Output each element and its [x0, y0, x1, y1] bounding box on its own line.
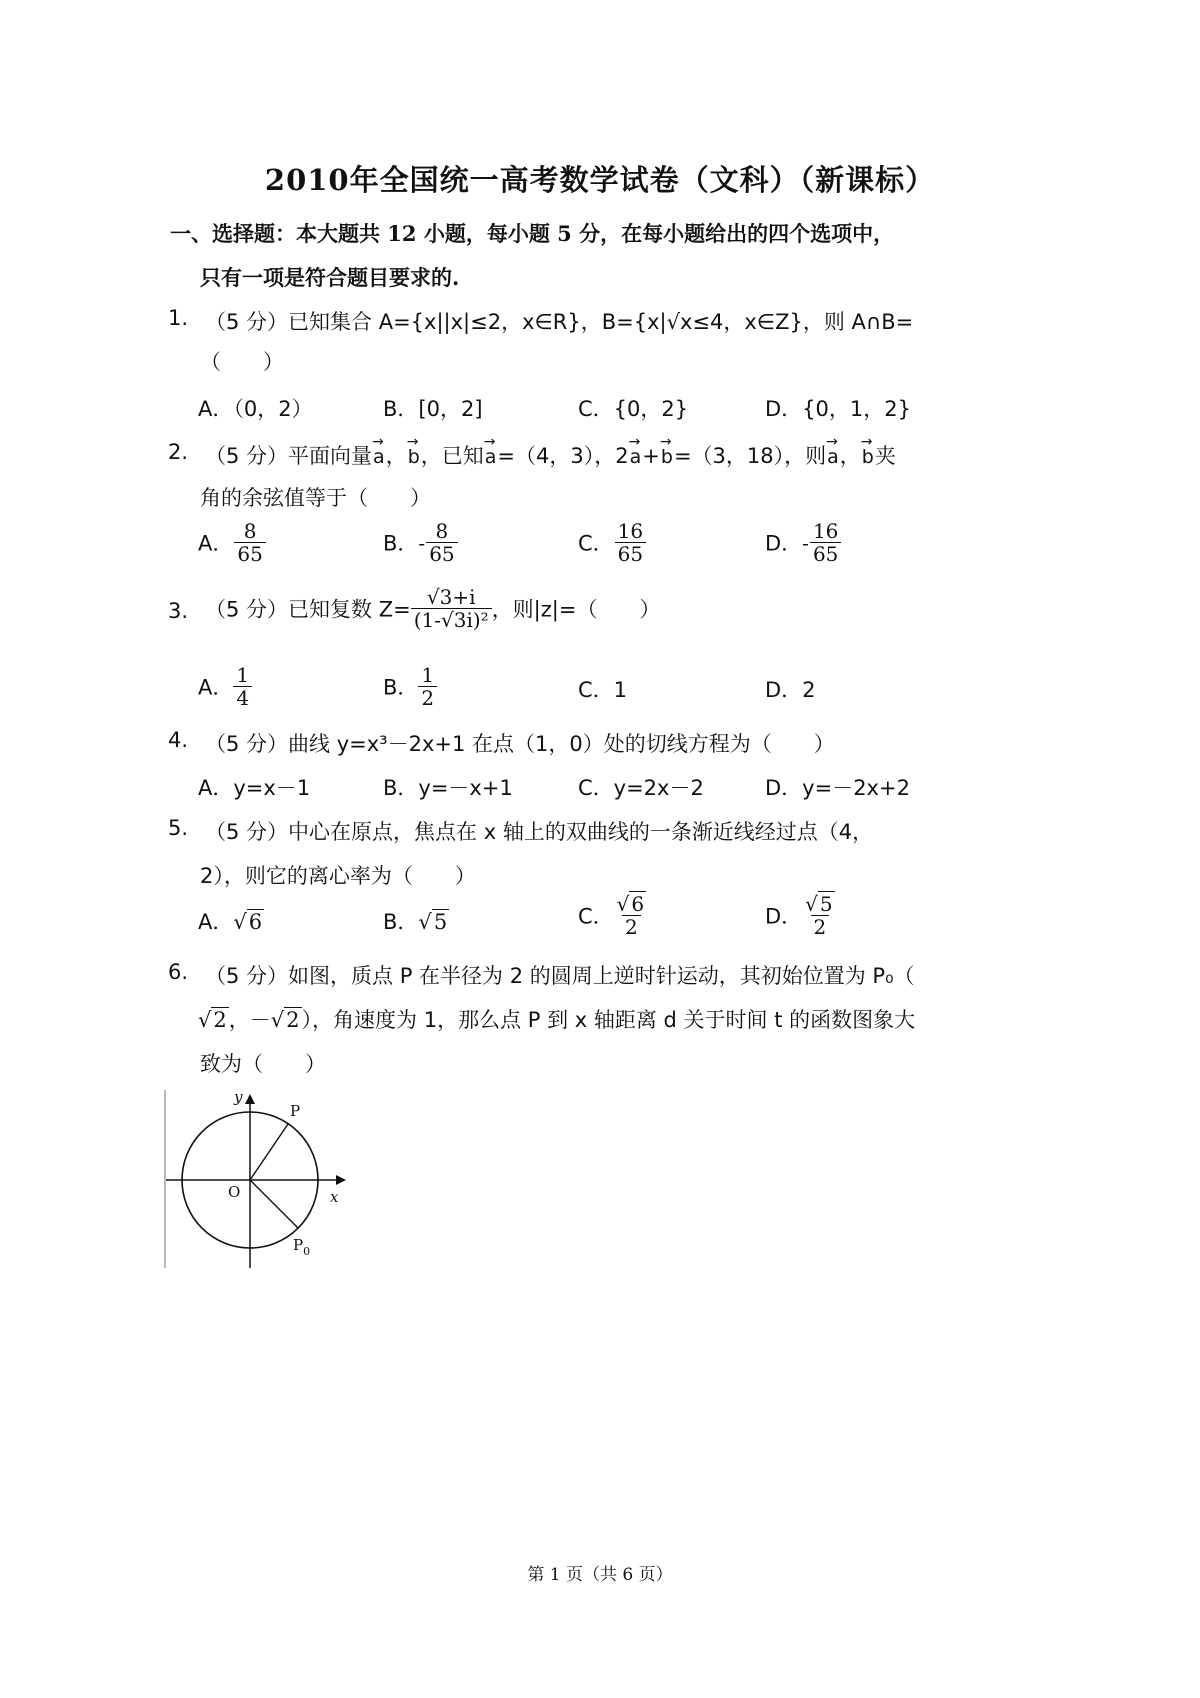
question-number: 4. — [168, 728, 189, 752]
y-axis-arrow-icon — [245, 1094, 255, 1104]
vector-b: → b — [861, 446, 875, 468]
fraction: $\frac{8}{65}$ — [426, 520, 457, 565]
question-text: （5 分）曲线 y=x³－2x+1 在点（1，0）处的切线方程为（ ） — [205, 732, 835, 756]
option-c: C．{0，2} — [578, 397, 689, 421]
x-axis-arrow-icon — [336, 1175, 346, 1185]
page-footer: 第 1 页（共 6 页） — [527, 1565, 673, 1585]
vector-a: → a — [826, 446, 840, 468]
vector-a: → a — [372, 446, 386, 468]
square-root: √5 — [418, 910, 448, 934]
origin-label: O — [228, 1183, 241, 1201]
option-d: D． $\frac{√ 5}{2}$ — [765, 893, 838, 938]
circle-diagram — [160, 1088, 360, 1270]
radius-op — [250, 1124, 288, 1180]
fraction: $\frac{1}{2}$ — [418, 664, 437, 709]
option-c: C． $\frac{√ 6}{2}$ — [578, 893, 649, 938]
question-number: 5. — [168, 816, 189, 840]
option-b: B．- $\frac{8}{65}$ — [383, 520, 458, 565]
point-p-label: P — [290, 1102, 301, 1120]
option-a: A． $\frac{8}{65}$ — [198, 520, 266, 565]
point-p0-label: $P_0$ — [293, 1236, 311, 1258]
question-number: 1. — [168, 306, 189, 330]
option-a: A．y=x－1 — [198, 776, 311, 800]
option-d: D．{0，1，2} — [765, 397, 911, 421]
option-c: C． $\frac{16}{65}$ — [578, 520, 646, 565]
fraction: $\frac{1}{4}$ — [233, 664, 252, 709]
question-text: （5 分）如图，质点 P 在半径为 2 的圆周上逆时针运动，其初始位置为 P₀（ — [205, 964, 915, 988]
question-number: 2. — [168, 440, 189, 464]
x-axis-label: x — [330, 1188, 339, 1206]
fraction: $\frac{8}{65}$ — [234, 520, 265, 565]
question-text: 角的余弦值等于（ ） — [200, 486, 431, 510]
question-text: （ ） — [200, 350, 284, 374]
option-b: B．√5 — [383, 910, 448, 934]
option-b: B． $\frac{1}{2}$ — [383, 664, 437, 709]
question-text: 致为（ ） — [200, 1052, 326, 1076]
vector-a: → a — [629, 446, 643, 468]
option-d: D．2 — [765, 678, 816, 702]
question-text: √2，－√2），角速度为 1，那么点 P 到 x 轴距离 d 关于时间 t 的函数图象大 — [198, 1008, 916, 1032]
option-c: C．1 — [578, 678, 628, 702]
option-d: D．y=－2x+2 — [765, 776, 910, 800]
section-header-line1: 一、选择题：本大题共 12 小题，每小题 5 分，在每小题给出的四个选项中， — [170, 221, 895, 246]
fraction: $\frac{√ 6}{2}$ — [616, 892, 645, 939]
question-text: 2），则它的离心率为（ ） — [200, 864, 476, 888]
vector-b: → b — [660, 446, 674, 468]
question-text: （5 分）中心在原点，焦点在 x 轴上的双曲线的一条渐近线经过点（4， — [205, 820, 874, 844]
fraction: $\frac{√ 5}{2}$ — [805, 892, 833, 939]
square-root: √6 — [233, 910, 263, 934]
option-a: A．（0，2） — [198, 397, 313, 421]
question-text: （5 分）已知集合 A={x||x|≤2，x∈R}，B={x|√x≤4，x∈Z}，则 A∩B= — [205, 310, 914, 334]
fraction: $\frac{16}{65}$ — [615, 520, 646, 565]
option-b: B．[0，2] — [383, 397, 483, 421]
page-title: 2010年全国统一高考数学试卷（文科）（新课标） — [264, 163, 936, 197]
question-text: （5 分）平面向量→ a，→ b，已知→ a=（4，3），2→ a+→ b=（3，18），则→ a，→ b夹 — [205, 440, 896, 470]
radius-op0 — [250, 1180, 298, 1228]
fraction: $\frac{16}{65}$ — [810, 520, 841, 565]
question-number: 3. — [168, 599, 189, 623]
vector-b: → b — [407, 446, 421, 468]
option-a: A． $\frac{1}{4}$ — [198, 664, 252, 709]
option-d: D．- $\frac{16}{65}$ — [765, 520, 841, 565]
vector-a: → a — [484, 446, 498, 468]
question-text: （5 分）已知复数 Z= $\frac{√3+i}{\text{(1-√3i)²}}$ ，则|z|=（ ） — [205, 585, 661, 632]
y-axis-label: y — [234, 1088, 243, 1106]
fraction: $\frac{√3+i}{\text{(1-√3i)²}}$ — [411, 586, 492, 631]
option-c: C．y=2x－2 — [578, 776, 704, 800]
option-a: A．√6 — [198, 910, 263, 934]
question-number: 6. — [168, 960, 189, 984]
section-header-line2: 只有一项是符合题目要求的. — [200, 265, 460, 290]
option-b: B．y=－x+1 — [383, 776, 513, 800]
